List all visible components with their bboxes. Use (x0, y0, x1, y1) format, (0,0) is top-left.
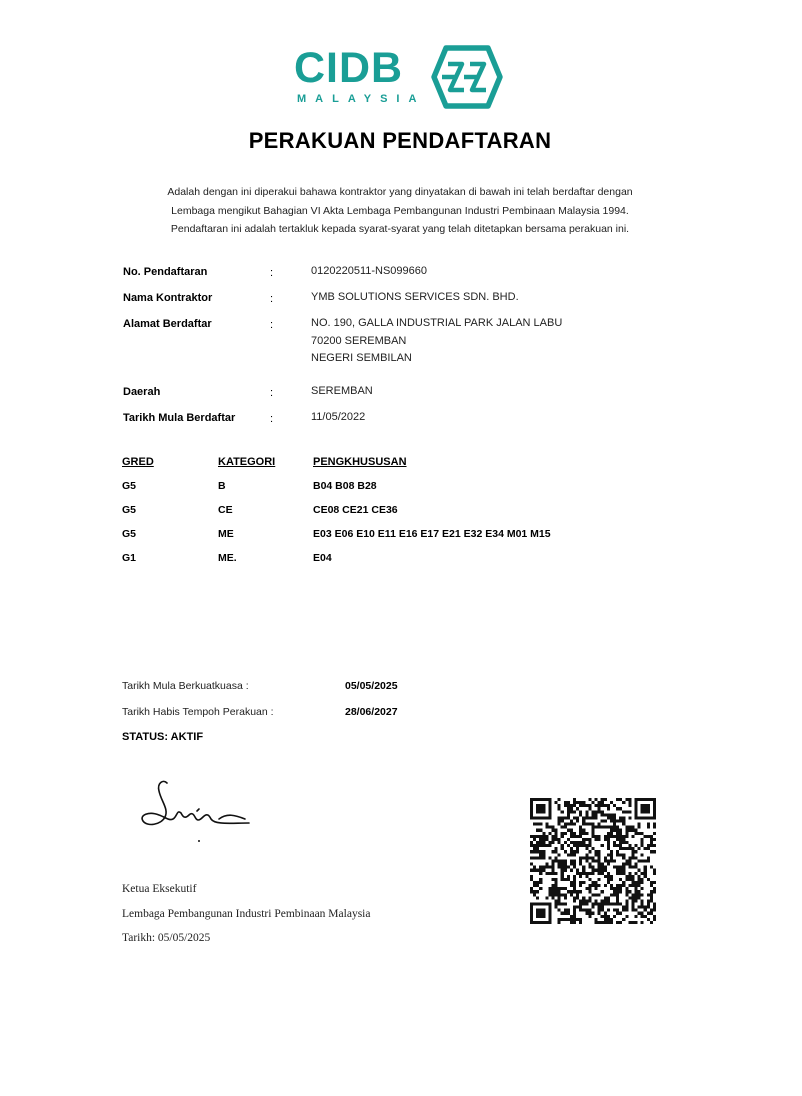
cidb-logo-subtitle: MALAYSIA (297, 93, 426, 105)
cidb-logo-icon (422, 44, 504, 110)
signatory-title: Ketua Eksekutif (122, 883, 197, 895)
address-label: Alamat Berdaftar (123, 318, 212, 330)
table-cell-specialization: E04 (313, 552, 332, 564)
registration-no-value: 0120220511-NS099660 (311, 265, 428, 277)
table-cell-specialization: E03 E06 E10 E11 E16 E17 E21 E32 E34 M01 M15 (313, 528, 551, 540)
signature-image (135, 775, 255, 845)
address-line: NEGERI SEMBILAN (311, 352, 412, 364)
table-cell-category: ME. (218, 552, 237, 564)
registration-no-colon: : (270, 267, 274, 279)
address-line: 70200 SEREMBAN (311, 334, 407, 347)
expiry-date-label: Tarikh Habis Tempoh Perakuan : (122, 706, 274, 718)
table-cell-grade: G5 (122, 504, 137, 516)
district-label: Daerah (123, 386, 161, 398)
table-header-specialization: PENGKHUSUSAN (313, 456, 407, 468)
registration-no-label: No. Pendaftaran (123, 266, 208, 278)
effective-date-value: 05/05/2025 (345, 680, 398, 692)
table-cell-specialization: CE08 CE21 CE36 (313, 504, 398, 516)
address-colon: : (270, 319, 274, 331)
signatory-organization: Lembaga Pembangunan Industri Pembinaan Malaysia (122, 908, 371, 920)
expiry-date-value: 28/06/2027 (345, 706, 398, 718)
table-cell-category: ME (218, 528, 234, 540)
start-date-label: Tarikh Mula Berdaftar (123, 412, 236, 424)
district-value: SEREMBAN (311, 385, 373, 397)
address-line: NO. 190, GALLA INDUSTRIAL PARK JALAN LABU (311, 317, 563, 329)
start-date-colon: : (270, 413, 274, 425)
page-title: PERAKUAN PENDAFTARAN (248, 128, 552, 153)
table-cell-specialization: B04 B08 B28 (313, 480, 377, 492)
status-text: STATUS: AKTIF (122, 731, 204, 743)
table-cell-grade: G1 (122, 552, 137, 564)
table-header-grade: GRED (122, 456, 154, 468)
intro-paragraph (100, 183, 700, 239)
qr-code-image (530, 798, 656, 924)
contractor-name-label: Nama Kontraktor (123, 292, 213, 304)
intro-line: Adalah dengan ini diperakui bahawa kontraktor yang dinyatakan di bawah ini telah berdaftar dengan (167, 186, 633, 198)
table-cell-grade: G5 (122, 480, 137, 492)
address-value (311, 315, 562, 368)
table-header-category: KATEGORI (218, 456, 276, 468)
contractor-name-colon: : (270, 293, 274, 305)
cidb-logo-wordmark: CIDB (294, 44, 404, 92)
contractor-name-value: YMB SOLUTIONS SERVICES SDN. BHD. (311, 291, 519, 303)
effective-date-label: Tarikh Mula Berkuatkuasa : (122, 680, 249, 692)
district-colon: : (270, 387, 274, 399)
intro-line: Pendaftaran ini adalah tertakluk kepada syarat-syarat yang telah ditetapkan bersama perakuan ini. (170, 223, 630, 235)
signatory-date: Tarikh: 05/05/2025 (122, 932, 211, 944)
table-cell-category: CE (218, 504, 233, 516)
table-cell-category: B (218, 480, 226, 492)
table-cell-grade: G5 (122, 528, 137, 540)
intro-line: Lembaga mengikut Bahagian VI Akta Lembaga Pembangunan Industri Pembinaan Malaysia 1994. (171, 204, 629, 217)
start-date-value: 11/05/2022 (311, 411, 366, 423)
